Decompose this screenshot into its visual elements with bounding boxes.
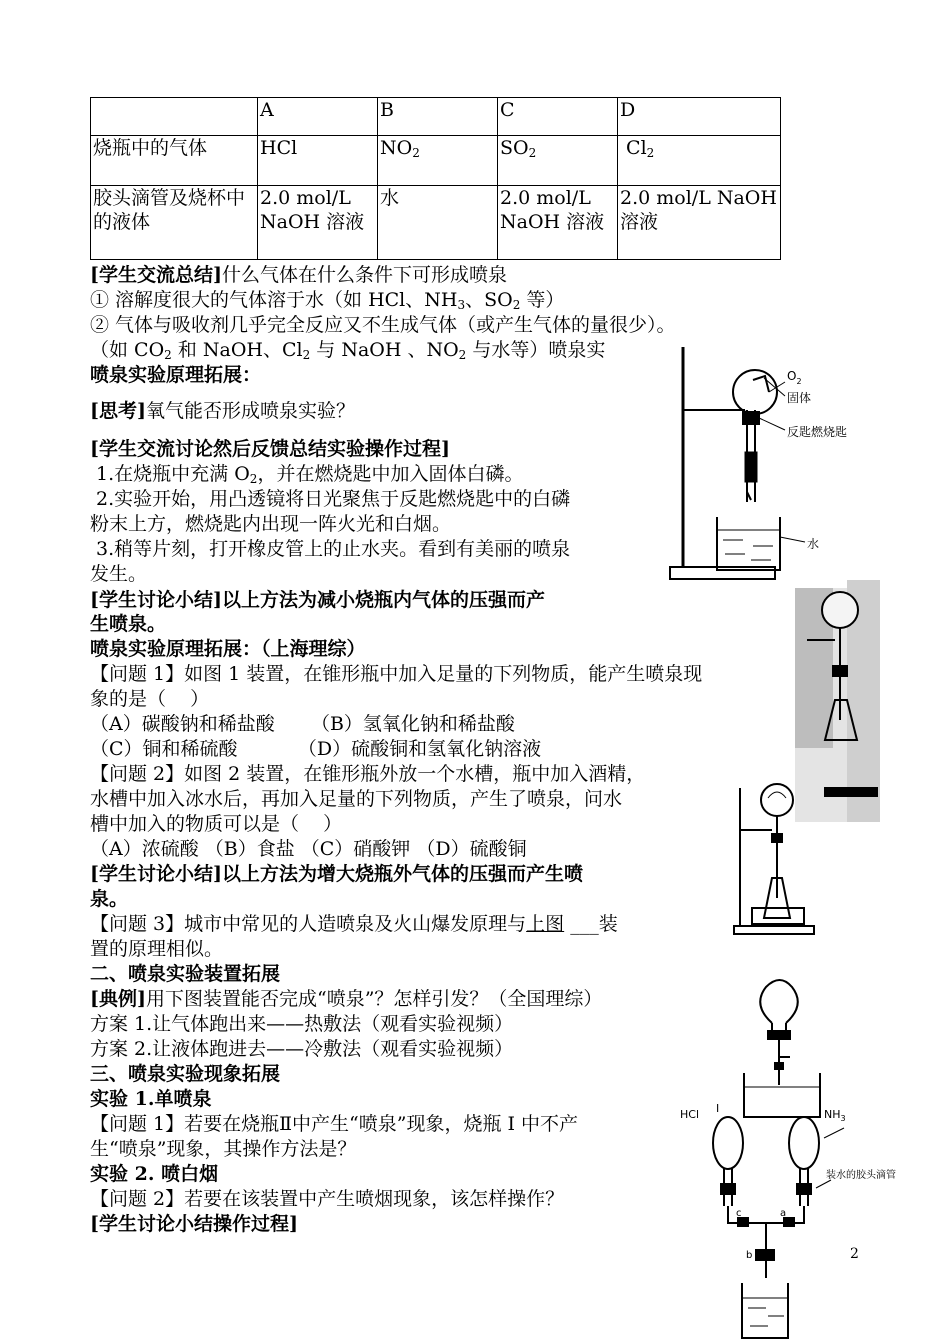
dropper-label: 装水的胶头滴管 [826,1170,896,1181]
question-3: 【问题 3】城市中常见的人造喷泉及火山爆发原理与上图 ___装 [90,913,618,935]
oxygen-fountain-figure [665,342,850,587]
think-question: [思考]氧气能否形成喷泉实验？ [90,400,355,422]
experiment-2-title: 实验 2. 喷白烟 [90,1163,219,1185]
clamp-a-label: a [780,1208,787,1219]
condition-2: ② 气体与吸收剂几乎完全反应又不生成气体（或产生气体的量很少）。 [90,314,676,336]
options-ab: （A）碳酸钠和稀盐酸 （B）氢氧化钠和稀盐酸 [90,713,515,735]
options-q2: （A）浓硫酸 （B）食盐 （C）硝酸钾 （D）硫酸铜 [90,838,527,860]
table-cell: 2.0 mol/L NaOH 溶液 [498,186,618,260]
discussion-summary-cont: 泉。 [90,888,129,910]
question-1-cont: 象的是（ ） [90,688,210,710]
o2-label: $O_2$ [787,369,802,386]
experiment-1-question-cont: 生“喷泉”现象，其操作方法是？ [90,1138,357,1160]
question-3-cont: 置的原理相似。 [90,938,224,960]
condition-2-examples: （如 $CO_2$ 和 NaOH、$Cl_2$ 与 NaOH 、$NO_2$ 与水等）喷泉实 [90,339,606,362]
table-cell: 2.0 mol/L NaOH 溶液 [618,186,781,260]
spoon-label: 反匙燃烧匙 [787,425,848,439]
table-row [91,136,781,186]
table-cell: 2.0 mol/L NaOH 溶液 [258,186,378,260]
section-heading: 喷泉实验原理拓展： [90,364,262,386]
step-2-cont: 粉末上方，燃烧匙内出现一阵火光和白烟。 [90,513,452,535]
section-heading: 二、喷泉实验装置拓展 [90,963,281,985]
experiment-1-title: 实验 1.单喷泉 [90,1088,212,1110]
table-cell: 水 [378,186,498,260]
hcl-label: HCl [680,1108,700,1121]
section-heading: 三、喷泉实验现象拓展 [90,1063,281,1085]
table-header-cell: D [618,98,781,136]
double-flask-figure [676,1098,896,1342]
step-1: 1.在烧瓶中充满 $O_2$，并在燃烧匙中加入固体白磷。 [90,463,524,486]
flask-one-label: I [716,1102,720,1115]
row-label: 胶头滴管及烧杯中的液体 [91,186,258,260]
summary-line: [学生交流总结]什么气体在什么条件下可形成喷泉 [90,264,507,286]
experiment-2-question: 【问题 2】若要在该装置中产生喷烟现象，该怎样操作？ [90,1188,565,1210]
question-2-cont: 槽中加入的物质可以是（ ） [90,813,343,835]
experiment-1-question: 【问题 1】若要在烧瓶Ⅱ中产生“喷泉”现象，烧瓶 I 中不产 [90,1113,579,1135]
page-number: 2 [850,1246,859,1262]
table-header-row [91,98,781,136]
nh3-label: $NH_3$ [824,1108,846,1123]
condition-1: ① 溶解度很大的气体溶于水（如 HCl、$NH_3$、$SO_2$ 等） [90,289,565,312]
discussion-summary: [学生讨论小结]以上方法为减小烧瓶内气体的压强而产 [90,589,545,611]
discussion-heading: [学生讨论小结操作过程] [90,1213,298,1235]
example-question: [典例]用下图装置能否完成“喷泉”？怎样引发？（全国理综） [90,988,603,1010]
options-cd: （C）铜和稀硫酸 （D）硫酸铜和氢氧化钠溶液 [90,738,542,760]
question-2: 【问题 2】如图 2 装置，在锥形瓶外放一个水槽，瓶中加入酒精， [90,763,646,785]
step-2: 2.实验开始，用凸透镜将日光聚焦于反匙燃烧匙中的白磷 [90,488,571,510]
figure-2-ice-bath [732,778,822,938]
section-heading: 喷泉实验原理拓展：（上海理综） [90,638,366,660]
question-2-cont: 水槽中加入冰水后，再加入足量的下列物质，产生了喷泉，问水 [90,788,623,810]
procedure-heading: [学生交流讨论然后反馈总结实验操作过程] [90,438,450,460]
discussion-summary: [学生讨论小结]以上方法为增大烧瓶外气体的压强而产生喷 [90,863,583,885]
table-cell: $Cl_2$ [618,136,781,186]
clamp-c-label: c [736,1208,742,1219]
gas-liquid-table [90,97,781,260]
table-cell: $NO_2$ [378,136,498,186]
table-cell: HCl [258,136,378,186]
step-3-cont: 发生。 [90,563,148,585]
discussion-summary-cont: 生喷泉。 [90,613,167,635]
step-3: 3.稍等片刻，打开橡皮管上的止水夹。看到有美丽的喷泉 [90,538,571,560]
table-header-cell: A [258,98,378,136]
table-cell: $SO_2$ [498,136,618,186]
question-1: 【问题 1】如图 1 装置，在锥形瓶中加入足量的下列物质，能产生喷泉现 [90,663,703,685]
table-header-cell: C [498,98,618,136]
table-header-cell: B [378,98,498,136]
water-label: 水 [807,537,820,551]
method-2: 方案 2.让液体跑进去——冷敷法（观看实验视频） [90,1038,514,1060]
table-row [91,186,781,260]
solid-label: 固体 [787,391,812,405]
clamp-b-label: b [746,1250,753,1261]
row-label: 烧瓶中的气体 [91,136,258,186]
method-1: 方案 1.让气体跑出来——热敷法（观看实验视频） [90,1013,514,1035]
table-header-cell [91,98,258,136]
